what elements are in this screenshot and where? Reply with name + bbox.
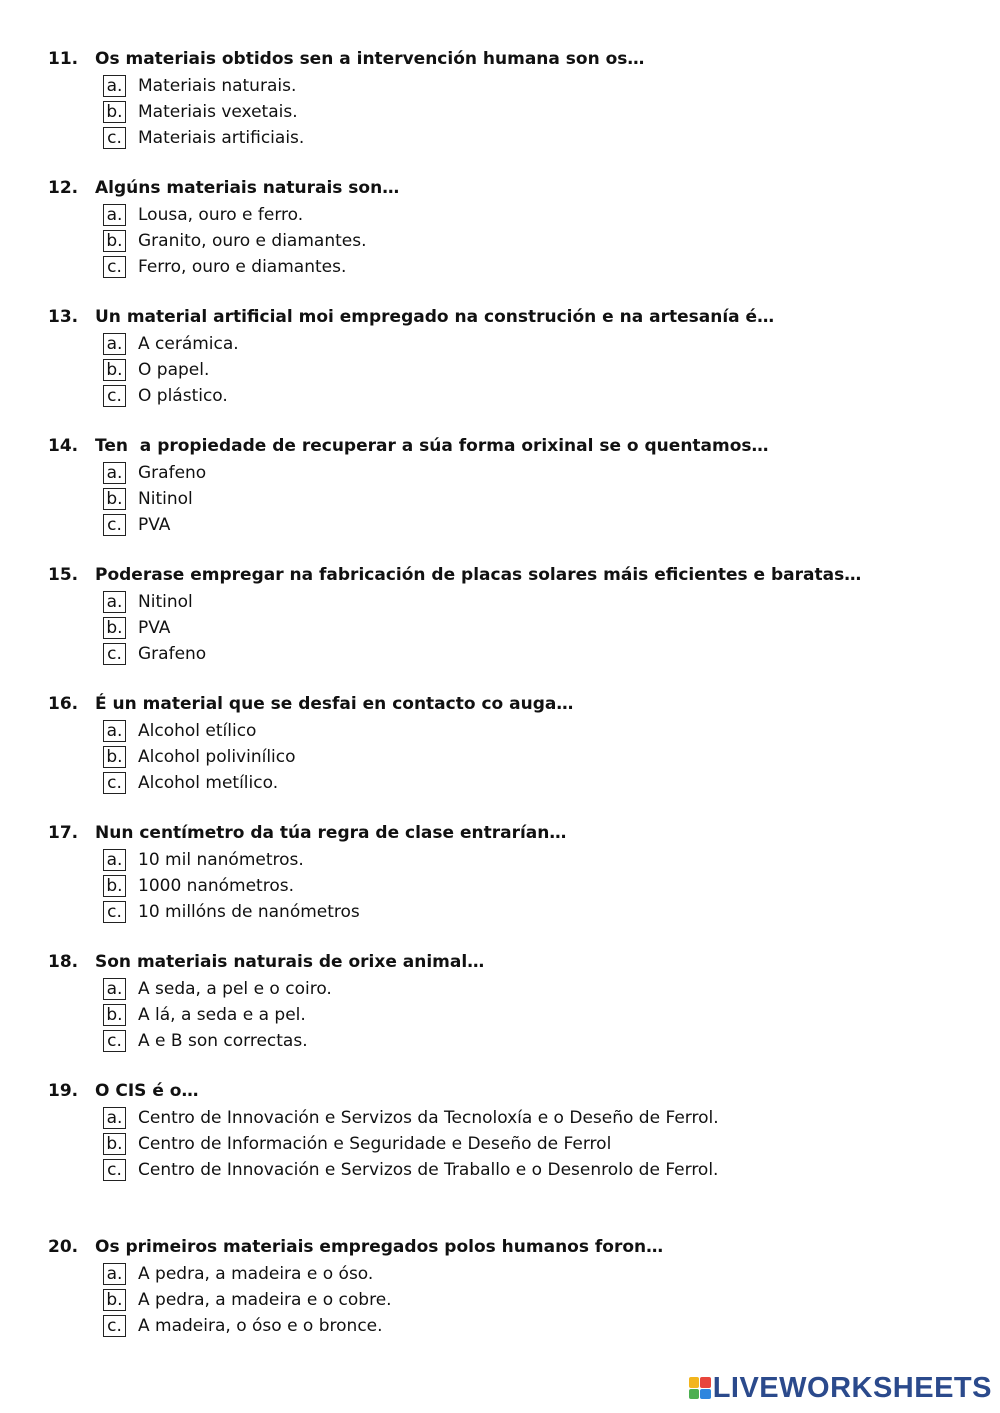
option-a	[48, 847, 988, 873]
option-c	[48, 125, 988, 151]
option-text: Lousa, ouro e ferro.	[138, 205, 304, 225]
option-a	[48, 460, 988, 486]
question-number: 20.	[48, 1237, 79, 1257]
question-text: Son materiais naturais de orixe animal…	[95, 952, 485, 972]
option-text: A seda, a pel e o coiro.	[138, 979, 332, 999]
logo-tile	[700, 1377, 711, 1388]
answer-choice-box[interactable]: b.	[103, 617, 126, 639]
option-list	[48, 718, 988, 796]
option-b	[48, 99, 988, 125]
answer-choice-box[interactable]: b.	[103, 359, 126, 381]
question-number: 19.	[48, 1081, 79, 1101]
answer-choice-box[interactable]: c.	[103, 1315, 126, 1337]
option-text: Ferro, ouro e diamantes.	[138, 257, 347, 277]
question-header	[48, 1080, 988, 1102]
answer-choice-box[interactable]: b.	[103, 101, 126, 123]
option-list	[48, 1105, 988, 1183]
answer-choice-box[interactable]: a.	[103, 720, 126, 742]
question-number: 18.	[48, 952, 79, 972]
answer-choice-box[interactable]: a.	[103, 204, 126, 226]
option-b	[48, 228, 988, 254]
question-header	[48, 435, 988, 457]
brand-name: LIVEWORKSHEETS	[712, 1371, 992, 1404]
option-a	[48, 718, 988, 744]
option-b	[48, 873, 988, 899]
option-b	[48, 615, 988, 641]
option-text: PVA	[138, 618, 171, 638]
option-a	[48, 1261, 988, 1287]
option-c	[48, 512, 988, 538]
answer-choice-box[interactable]: b.	[103, 746, 126, 768]
option-a	[48, 589, 988, 615]
option-text: Nitinol	[138, 489, 193, 509]
option-text: Centro de Información e Seguridade e Deseño de Ferrol	[138, 1134, 612, 1154]
question-number: 16.	[48, 694, 79, 714]
liveworksheets-logo-icon	[689, 1377, 711, 1399]
option-text: Centro de Innovación e Servizos de Traballo e o Desenrolo de Ferrol.	[138, 1160, 719, 1180]
logo-tile	[689, 1389, 700, 1400]
option-text: Materiais vexetais.	[138, 102, 298, 122]
option-text: A lá, a seda e a pel.	[138, 1005, 306, 1025]
option-text: Grafeno	[138, 463, 207, 483]
option-c	[48, 254, 988, 280]
answer-choice-box[interactable]: b.	[103, 1004, 126, 1026]
question-text: É un material que se desfai en contacto co auga…	[95, 694, 574, 714]
answer-choice-box[interactable]: a.	[103, 462, 126, 484]
answer-choice-box[interactable]: a.	[103, 333, 126, 355]
option-list	[48, 589, 988, 667]
answer-choice-box[interactable]: b.	[103, 1133, 126, 1155]
option-list	[48, 73, 988, 151]
option-text: Alcohol etílico	[138, 721, 257, 741]
question-number: 12.	[48, 178, 79, 198]
option-b	[48, 486, 988, 512]
question-17	[48, 822, 988, 925]
answer-choice-box[interactable]: b.	[103, 1289, 126, 1311]
option-text: Materiais naturais.	[138, 76, 297, 96]
answer-choice-box[interactable]: a.	[103, 75, 126, 97]
question-text: Algúns materiais naturais son…	[95, 178, 400, 198]
question-text: Poderase empregar na fabricación de placas solares máis eficientes e baratas…	[95, 565, 862, 585]
option-a	[48, 331, 988, 357]
liveworksheets-brand	[689, 1373, 992, 1403]
question-text: Un material artificial moi empregado na construción e na artesanía é…	[95, 307, 775, 327]
option-text: Materiais artificiais.	[138, 128, 305, 148]
question-number: 14.	[48, 436, 79, 456]
option-text: Grafeno	[138, 644, 207, 664]
question-header	[48, 177, 988, 199]
option-a	[48, 202, 988, 228]
answer-choice-box[interactable]: c.	[103, 901, 126, 923]
question-19	[48, 1080, 988, 1183]
answer-choice-box[interactable]: c.	[103, 127, 126, 149]
option-b	[48, 744, 988, 770]
option-a	[48, 73, 988, 99]
option-text: A pedra, a madeira e o cobre.	[138, 1290, 392, 1310]
answer-choice-box[interactable]: a.	[103, 591, 126, 613]
answer-choice-box[interactable]: c.	[103, 1030, 126, 1052]
answer-choice-box[interactable]: b.	[103, 230, 126, 252]
answer-choice-box[interactable]: c.	[103, 385, 126, 407]
answer-choice-box[interactable]: c.	[103, 514, 126, 536]
option-text: Centro de Innovación e Servizos da Tecnoloxía e o Deseño de Ferrol.	[138, 1108, 719, 1128]
option-c	[48, 383, 988, 409]
question-11	[48, 48, 988, 151]
answer-choice-box[interactable]: c.	[103, 256, 126, 278]
option-list	[48, 331, 988, 409]
option-text: A cerámica.	[138, 334, 239, 354]
question-20	[48, 1236, 988, 1339]
option-text: Granito, ouro e diamantes.	[138, 231, 367, 251]
option-c	[48, 641, 988, 667]
answer-choice-box[interactable]: c.	[103, 772, 126, 794]
question-16	[48, 693, 988, 796]
option-list	[48, 847, 988, 925]
option-list	[48, 202, 988, 280]
option-text: 1000 nanómetros.	[138, 876, 294, 896]
option-list	[48, 1261, 988, 1339]
option-text: Alcohol polivinílico	[138, 747, 296, 767]
option-b	[48, 357, 988, 383]
question-header	[48, 48, 988, 70]
question-13	[48, 306, 988, 409]
option-text: A madeira, o óso e o bronce.	[138, 1316, 383, 1336]
logo-tile	[700, 1389, 711, 1400]
question-12	[48, 177, 988, 280]
option-text: 10 mil nanómetros.	[138, 850, 304, 870]
option-a	[48, 1105, 988, 1131]
option-c	[48, 1157, 988, 1183]
answer-choice-box[interactable]: b.	[103, 875, 126, 897]
question-text: Nun centímetro da túa regra de clase entrarían…	[95, 823, 567, 843]
question-number: 17.	[48, 823, 79, 843]
option-b	[48, 1287, 988, 1313]
question-15	[48, 564, 988, 667]
question-text: Os materiais obtidos sen a intervención humana son os…	[95, 49, 645, 69]
question-14	[48, 435, 988, 538]
question-text: Os primeiros materiais empregados polos humanos foron…	[95, 1237, 664, 1257]
answer-choice-box[interactable]: b.	[103, 488, 126, 510]
question-header	[48, 306, 988, 328]
question-header	[48, 693, 988, 715]
question-header	[48, 951, 988, 973]
option-list	[48, 976, 988, 1054]
answer-choice-box[interactable]: a.	[103, 1107, 126, 1129]
question-number: 13.	[48, 307, 79, 327]
answer-choice-box[interactable]: c.	[103, 1159, 126, 1181]
logo-tile	[689, 1377, 700, 1388]
answer-choice-box[interactable]: a.	[103, 849, 126, 871]
option-b	[48, 1131, 988, 1157]
option-text: 10 millóns de nanómetros	[138, 902, 360, 922]
option-list	[48, 460, 988, 538]
question-18	[48, 951, 988, 1054]
option-c	[48, 899, 988, 925]
answer-choice-box[interactable]: a.	[103, 978, 126, 1000]
option-text: Nitinol	[138, 592, 193, 612]
option-text: A e B son correctas.	[138, 1031, 308, 1051]
question-header	[48, 822, 988, 844]
option-text: O plástico.	[138, 386, 228, 406]
question-text: O CIS é o…	[95, 1081, 199, 1101]
option-c	[48, 770, 988, 796]
option-b	[48, 1002, 988, 1028]
question-number: 11.	[48, 49, 79, 69]
option-c	[48, 1313, 988, 1339]
option-text: O papel.	[138, 360, 210, 380]
option-a	[48, 976, 988, 1002]
option-c	[48, 1028, 988, 1054]
question-text: Ten a propiedade de recuperar a súa forma orixinal se o quentamos…	[95, 436, 769, 456]
answer-choice-box[interactable]: a.	[103, 1263, 126, 1285]
option-text: A pedra, a madeira e o óso.	[138, 1264, 374, 1284]
question-header	[48, 564, 988, 586]
option-text: PVA	[138, 515, 171, 535]
answer-choice-box[interactable]: c.	[103, 643, 126, 665]
question-number: 15.	[48, 565, 79, 585]
question-header	[48, 1236, 988, 1258]
option-text: Alcohol metílico.	[138, 773, 279, 793]
